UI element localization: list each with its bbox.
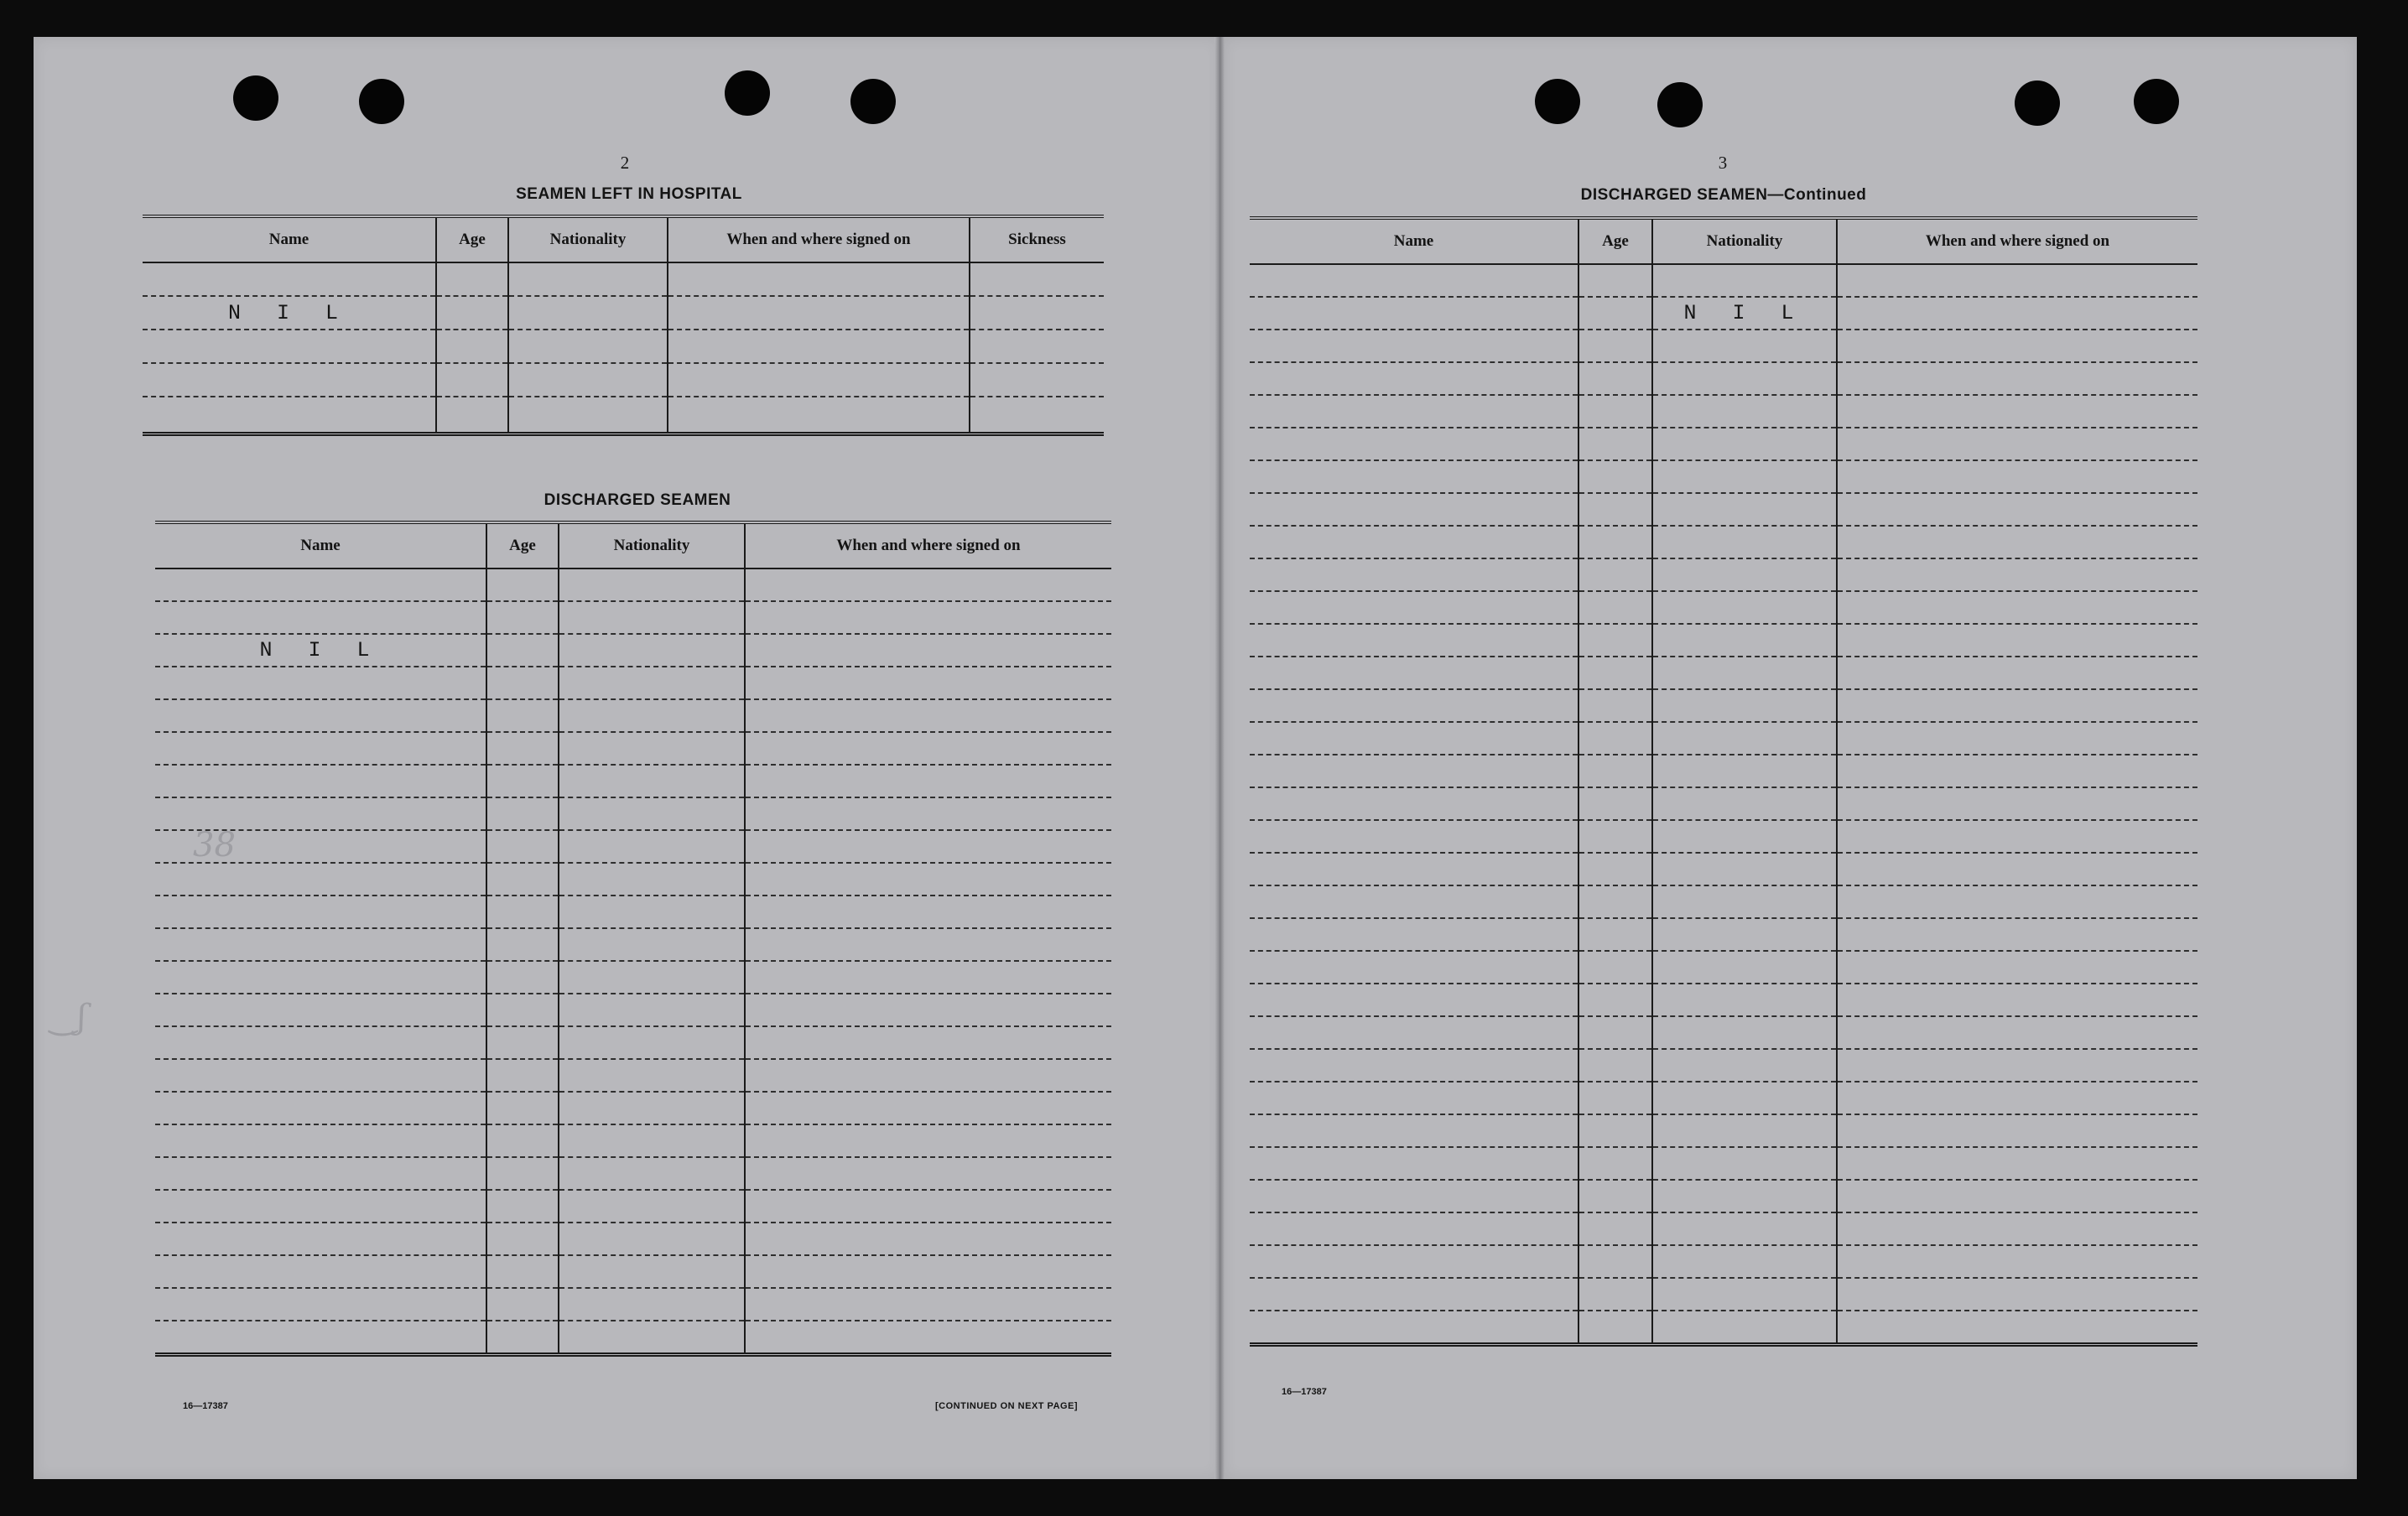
table-row — [1250, 722, 2197, 755]
table-row — [155, 765, 1111, 797]
column-header-signed-on: When and where signed on — [668, 216, 970, 262]
table-row — [155, 1223, 1111, 1255]
column-header-age: Age — [486, 522, 559, 568]
table-row — [155, 732, 1111, 765]
table-row — [155, 1288, 1111, 1321]
punch-hole — [1657, 82, 1703, 127]
table-row — [155, 634, 1111, 667]
table-row — [143, 296, 1104, 330]
column-header-nationality: Nationality — [559, 522, 745, 568]
discharged-continued-table — [1250, 216, 2197, 1347]
table-row — [155, 797, 1111, 830]
table-row — [143, 397, 1104, 434]
table-row — [1250, 755, 2197, 787]
table-row — [1250, 1311, 2197, 1344]
form-code: 16—17387 — [183, 1401, 228, 1411]
table-row — [1250, 395, 2197, 428]
column-header-nationality: Nationality — [508, 216, 668, 262]
nil-entry: N I L — [143, 296, 436, 330]
column-header-signed-on: When and where signed on — [1837, 218, 2197, 264]
table-row — [1250, 885, 2197, 918]
page-number: 3 — [1718, 153, 1728, 173]
table-row — [1250, 1016, 2197, 1049]
table-row — [1250, 1147, 2197, 1180]
table-row — [1250, 330, 2197, 362]
bleed-through-mark: 38 — [193, 826, 236, 864]
table-row — [1250, 493, 2197, 526]
column-header-nationality: Nationality — [1652, 218, 1837, 264]
table-row — [155, 896, 1111, 928]
table-row — [1250, 297, 2197, 330]
column-header-name: Name — [1250, 218, 1578, 264]
table-row — [155, 994, 1111, 1026]
column-header-name: Name — [143, 216, 436, 262]
table-row — [155, 667, 1111, 699]
continued-note: [CONTINUED ON NEXT PAGE] — [935, 1401, 1079, 1411]
table-row — [155, 1157, 1111, 1190]
column-header-name: Name — [155, 522, 486, 568]
table-row — [143, 262, 1104, 296]
hospital-section-title: SEAMEN LEFT IN HOSPITAL — [516, 185, 742, 203]
table-row — [1250, 624, 2197, 657]
punch-hole — [233, 75, 278, 121]
punch-hole — [359, 79, 404, 124]
table-row — [1250, 264, 2197, 297]
punch-hole — [725, 70, 770, 116]
form-code: 16—17387 — [1282, 1387, 1327, 1397]
table-row — [1250, 591, 2197, 624]
table-row — [1250, 1212, 2197, 1245]
table-row — [155, 1190, 1111, 1223]
table-row — [155, 699, 1111, 732]
table-row — [1250, 689, 2197, 722]
discharged-table — [155, 521, 1111, 1357]
table-row — [1250, 1245, 2197, 1278]
column-header-signed-on: When and where signed on — [745, 522, 1111, 568]
column-header-age: Age — [436, 216, 508, 262]
hospital-table — [143, 215, 1104, 436]
nil-entry: N I L — [155, 634, 486, 667]
table-row — [1250, 428, 2197, 460]
punch-hole — [850, 79, 896, 124]
table-row — [155, 1255, 1111, 1288]
table-row — [155, 1092, 1111, 1124]
table-row — [1250, 853, 2197, 885]
table-row — [1250, 1278, 2197, 1311]
table-row — [155, 863, 1111, 896]
discharged-section-title: DISCHARGED SEAMEN — [543, 491, 731, 509]
table-row — [1250, 787, 2197, 820]
table-row — [1250, 918, 2197, 951]
table-row — [1250, 984, 2197, 1016]
table-row — [155, 1321, 1111, 1354]
table-row — [155, 928, 1111, 961]
table-row — [1250, 951, 2197, 984]
table-row — [1250, 1049, 2197, 1082]
table-row — [1250, 657, 2197, 689]
punch-hole — [2134, 79, 2179, 124]
punch-hole — [1535, 79, 1580, 124]
table-row — [1250, 820, 2197, 853]
page-fold — [1214, 37, 1225, 1479]
column-header-age: Age — [1578, 218, 1652, 264]
punch-hole — [2015, 80, 2060, 126]
table-row — [1250, 1082, 2197, 1114]
table-row — [155, 1124, 1111, 1157]
table-row — [143, 363, 1104, 397]
table-row — [155, 1059, 1111, 1092]
nil-entry: N I L — [1652, 297, 1837, 330]
table-row — [155, 1026, 1111, 1059]
table-row — [1250, 460, 2197, 493]
page-number: 2 — [620, 153, 630, 173]
table-row — [155, 961, 1111, 994]
bleed-through-mark: ‿ʃ — [50, 998, 87, 1036]
column-header-sickness: Sickness — [970, 216, 1104, 262]
table-row — [155, 568, 1111, 601]
table-row — [1250, 526, 2197, 558]
table-row — [143, 330, 1104, 363]
table-row — [155, 830, 1111, 863]
table-row — [1250, 558, 2197, 591]
table-row — [1250, 1180, 2197, 1212]
table-row — [1250, 362, 2197, 395]
discharged-continued-title: DISCHARGED SEAMEN—Continued — [1580, 186, 1867, 204]
table-row — [1250, 1114, 2197, 1147]
table-row — [155, 601, 1111, 634]
